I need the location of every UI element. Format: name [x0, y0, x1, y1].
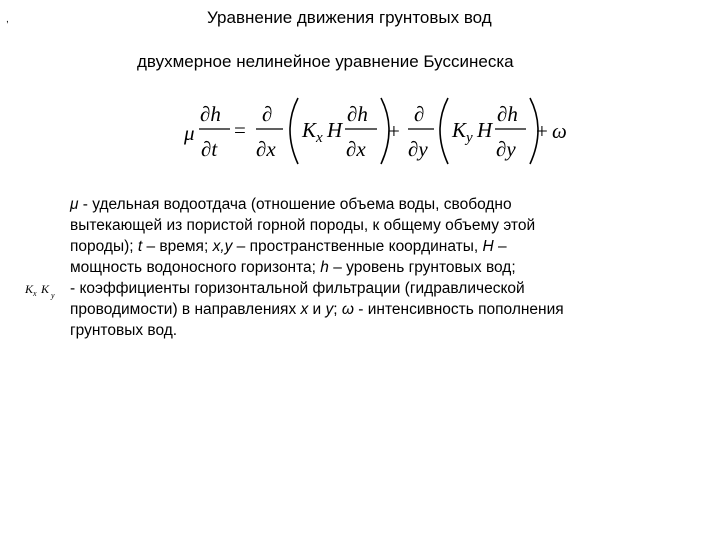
- desc-l3-b: – время;: [142, 238, 213, 255]
- eq-dt-denominator: ∂t: [201, 137, 218, 161]
- desc-l4-b: – уровень грунтовых вод;: [328, 259, 516, 276]
- eq-d-numerator-2: ∂: [414, 102, 425, 126]
- desc-l3-d: –: [493, 238, 507, 255]
- eq-H-2: H: [477, 118, 493, 142]
- variable-description: [70, 194, 670, 341]
- eq-left-paren-1: [290, 98, 298, 164]
- eq-K-2: K: [452, 118, 467, 142]
- eq-d-numerator-1: ∂: [262, 102, 273, 126]
- eq-dh-numerator-2: ∂h: [347, 102, 368, 126]
- eq-dh-numerator: ∂h: [200, 102, 221, 126]
- side-coefficients: [24, 281, 66, 303]
- desc-line-3: [70, 236, 670, 257]
- eq-H-1: H: [327, 118, 343, 142]
- eq-left-paren-2: [440, 98, 448, 164]
- desc-x: x: [300, 301, 309, 318]
- eq-sub-x: x: [316, 130, 323, 146]
- page-subtitle: двухмерное нелинейное уравнение Буссинеска: [137, 52, 514, 71]
- desc-l6-a: проводимости) в направлениях: [70, 301, 301, 318]
- desc-line-7: грунтовых вод.: [70, 322, 178, 339]
- eq-sub-y: y: [466, 130, 473, 146]
- desc-l1-text: - удельная водоотдача (отношение объема воды, свободно: [78, 196, 512, 213]
- desc-l6-d: - интенсивность пополнения: [353, 301, 564, 318]
- desc-xy: x,y: [212, 238, 233, 255]
- eq-dx-denominator-1: ∂x: [256, 137, 276, 161]
- side-coefficients-svg: [24, 281, 66, 303]
- desc-y: y: [325, 301, 334, 318]
- eq-dy-denominator-2: ∂y: [496, 137, 516, 161]
- eq-dh-numerator-3: ∂h: [497, 102, 518, 126]
- page-title: Уравнение движения грунтовых вод: [207, 8, 492, 27]
- boussinesq-equation: [180, 96, 570, 170]
- equation-svg: [180, 96, 570, 170]
- eq-K-1: K: [302, 118, 317, 142]
- desc-line-6: [70, 299, 670, 320]
- desc-line-4: [70, 257, 670, 278]
- stray-mark: ,: [6, 14, 9, 25]
- desc-l3-c: – пространственные координаты,: [232, 238, 483, 255]
- eq-plus-1: +: [388, 119, 400, 143]
- side-K-y: K: [41, 282, 50, 296]
- eq-omega: ω: [552, 119, 567, 143]
- desc-h: h: [320, 259, 329, 276]
- desc-line-5: - коэффициенты горизонтальной фильтрации (гидравлической: [70, 280, 525, 297]
- eq-equals: =: [234, 118, 246, 142]
- desc-t: t: [137, 238, 143, 255]
- eq-mu: μ: [184, 121, 195, 145]
- side-sub-y: y: [51, 291, 55, 300]
- eq-plus-2: +: [536, 119, 548, 143]
- side-sub-x: x: [33, 289, 37, 298]
- desc-mu: μ: [70, 196, 79, 213]
- desc-H: H: [482, 238, 494, 255]
- eq-dx-denominator-2: ∂x: [346, 137, 366, 161]
- desc-l6-c: ;: [333, 301, 342, 318]
- eq-dy-denominator-1: ∂y: [408, 137, 428, 161]
- desc-line-1: [70, 194, 670, 215]
- side-K-x: K: [25, 282, 34, 296]
- desc-omega: ω: [341, 301, 354, 318]
- desc-line-2: вытекающей из пористой горной породы, к общему объему этой: [70, 217, 536, 234]
- desc-l3-a: породы);: [70, 238, 138, 255]
- desc-l6-b: и: [308, 301, 326, 318]
- desc-l4-a: мощность водоносного горизонта;: [70, 259, 321, 276]
